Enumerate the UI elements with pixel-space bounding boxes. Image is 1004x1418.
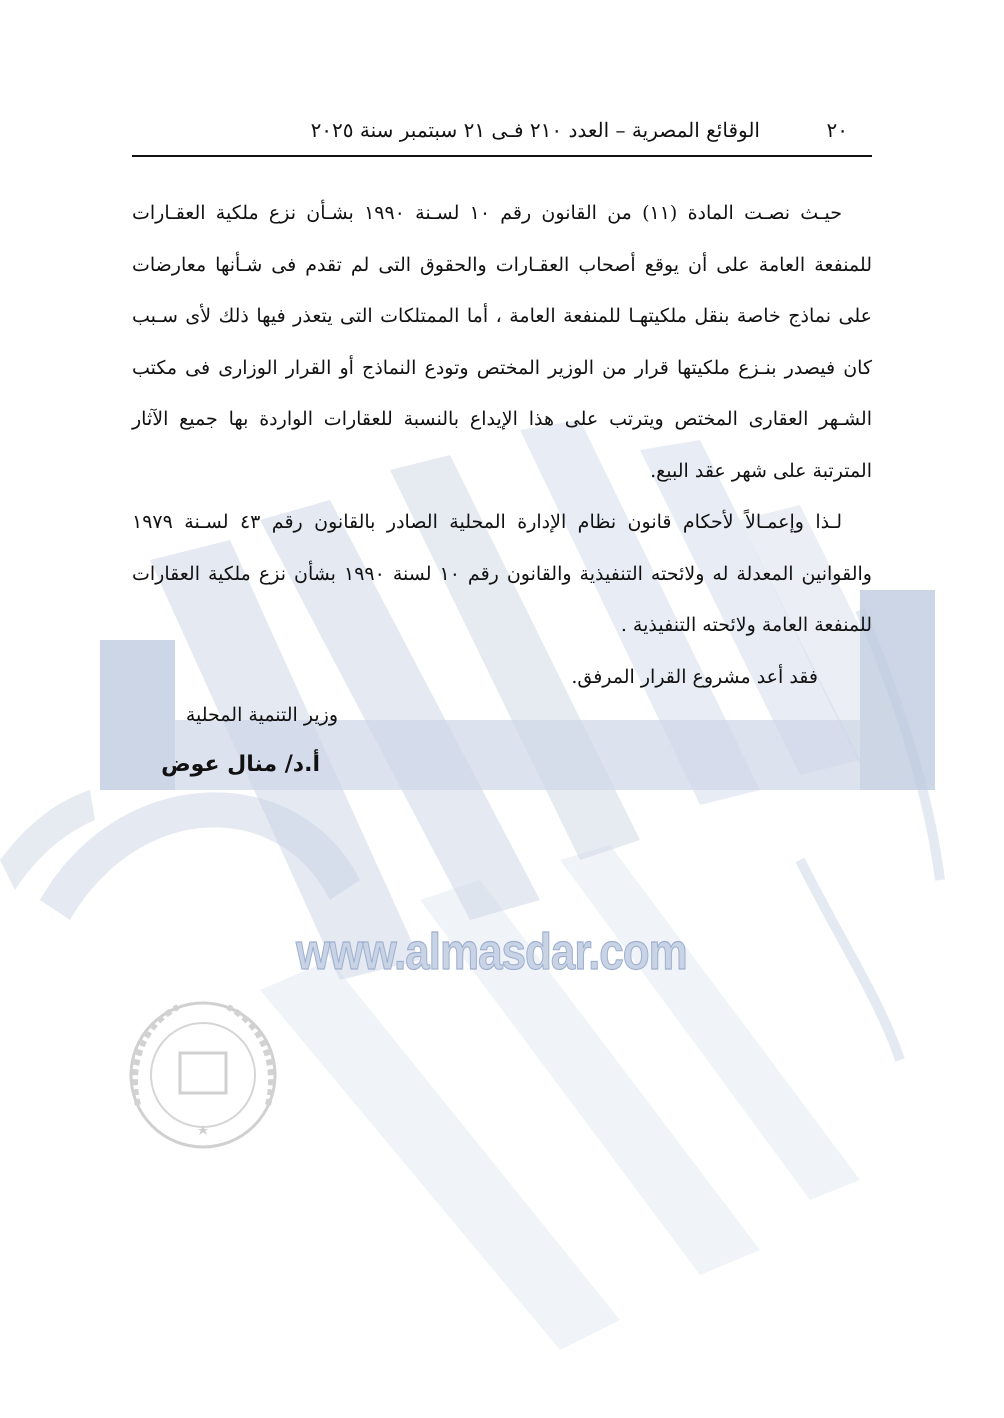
signatory-title: وزير التنمية المحلية [185,704,338,726]
paragraph-legal-basis: لـذا وإعمـالاً لأحكام قانون نظام الإدارة المحلية الصادر بالقانون رقم ٤٣ لسـنة ١٩٧٩ والقوانين المعدلة له ولائحته التنفيذية والقانون رقم ١٠ لسنة ١٩٩٠ بشأن نزع ملكية العقارات للمنفعة العامة ولائحته التنفيذية . [132,511,872,636]
header-divider [132,155,872,157]
page-number: ٢٠ [826,118,848,142]
signatory-name: أ.د/ منال عوض [161,752,320,777]
gazette-title: الوقائع المصرية – العدد ٢١٠ فـى ٢١ سبتمبر سنة ٢٠٢٥ [310,118,760,142]
paragraph-article-11: حيـث نصـت المادة (١١) من القانون رقم ١٠ لسـنة ١٩٩٠ بشـأن نزع ملكية العقـارات للمنفعة العامة على أن يوقع أصحاب العقـارات والحقوق التى لم تقدم فى شـأنها معارضات على نماذج خاصة بنقل ملكيتهـا للمنفعة العامة ، أما الممتلكات التى يتعذر فيها ذلك لأى سـبب كان فيصدر بنـزع ملكيتها قرار من الوزير المختص وتودع النماذج أو القرار الوزارى فى مكتب الشـهر العقارى المختص ويترتب على هذا الإيداع بالنسبة للعقارات الواردة بها جميع الآثار المترتبة على شهر عقد البيع. [132,202,872,482]
page-header [132,118,872,154]
ministry-seal-icon [108,985,298,1165]
watermark-url: www.almasdar.com [296,924,687,981]
document-body [132,188,872,703]
paragraph-conclusion: فقد أعد مشروع القرار المرفق. [571,665,818,688]
